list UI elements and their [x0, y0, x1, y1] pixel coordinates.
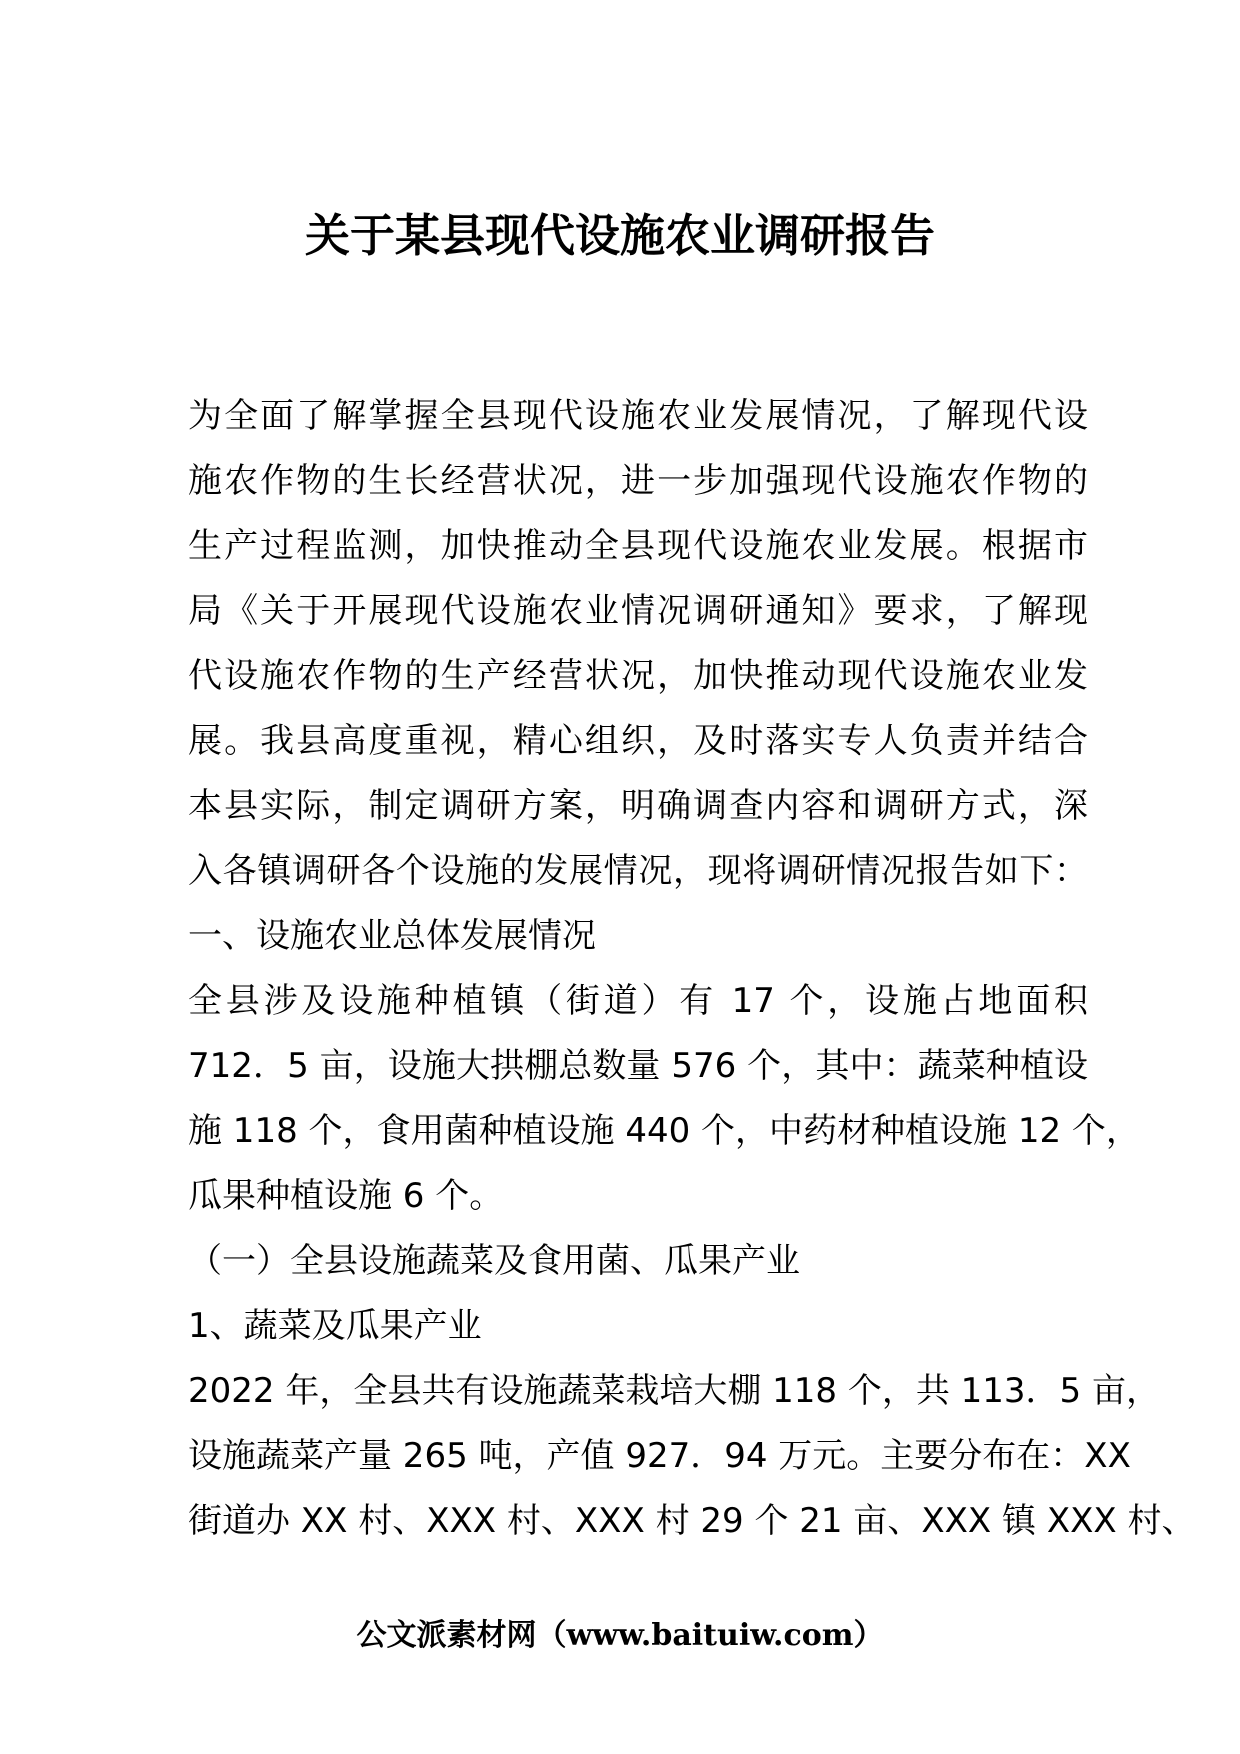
- body-line: 代设施农作物的生产经营状况，加快推动现代设施农业发: [188, 656, 1088, 696]
- body-line: 生产过程监测，加快推动全县现代设施农业发展。根据市: [188, 526, 1088, 566]
- document-title: 关于某县现代设施农业调研报告: [304, 209, 935, 262]
- body-line: 瓜果种植设施 6 个。: [188, 1176, 504, 1216]
- body-line: 施 118 个，食用菌种植设施 440 个，中药材种植设施 12 个，: [188, 1111, 1140, 1151]
- body-line: 街道办 XX 村、XXX 村、XXX 村 29 个 21 亩、XXX 镇 XXX 村、: [188, 1501, 1196, 1541]
- body-line: 本县实际，制定调研方案，明确调查内容和调研方式，深: [188, 786, 1088, 826]
- body-line: 展。我县高度重视，精心组织，及时落实专人负责并结合: [188, 721, 1088, 761]
- body-text: [188, 384, 1196, 1554]
- body-line: 为全面了解掌握全县现代设施农业发展情况，了解现代设: [188, 396, 1088, 436]
- section-heading: 一、设施农业总体发展情况: [188, 916, 596, 956]
- body-line: 局《关于开展现代设施农业情况调研通知》要求，了解现: [188, 591, 1088, 631]
- document-body: [188, 384, 1196, 1554]
- footer-watermark-text: 公文派素材网（www.baituiw.com）: [356, 1618, 884, 1653]
- subsection-heading: （一）全县设施蔬菜及食用菌、瓜果产业: [188, 1241, 800, 1281]
- body-line: 712．5 亩，设施大拱棚总数量 576 个，其中：蔬菜种植设: [188, 1046, 1088, 1086]
- body-line: 入各镇调研各个设施的发展情况，现将调研情况报告如下：: [188, 851, 1088, 891]
- subsection-heading: 1、蔬菜及瓜果产业: [188, 1306, 482, 1346]
- body-line: 2022 年，全县共有设施蔬菜栽培大棚 118 个，共 113．5 亩，: [188, 1371, 1160, 1411]
- body-line: 施农作物的生长经营状况，进一步加强现代设施农作物的: [188, 461, 1088, 501]
- body-line: 设施蔬菜产量 265 吨，产值 927．94 万元。主要分布在：XX: [188, 1436, 1131, 1476]
- body-line: 全县涉及设施种植镇（街道）有 17 个，设施占地面积: [188, 981, 1088, 1021]
